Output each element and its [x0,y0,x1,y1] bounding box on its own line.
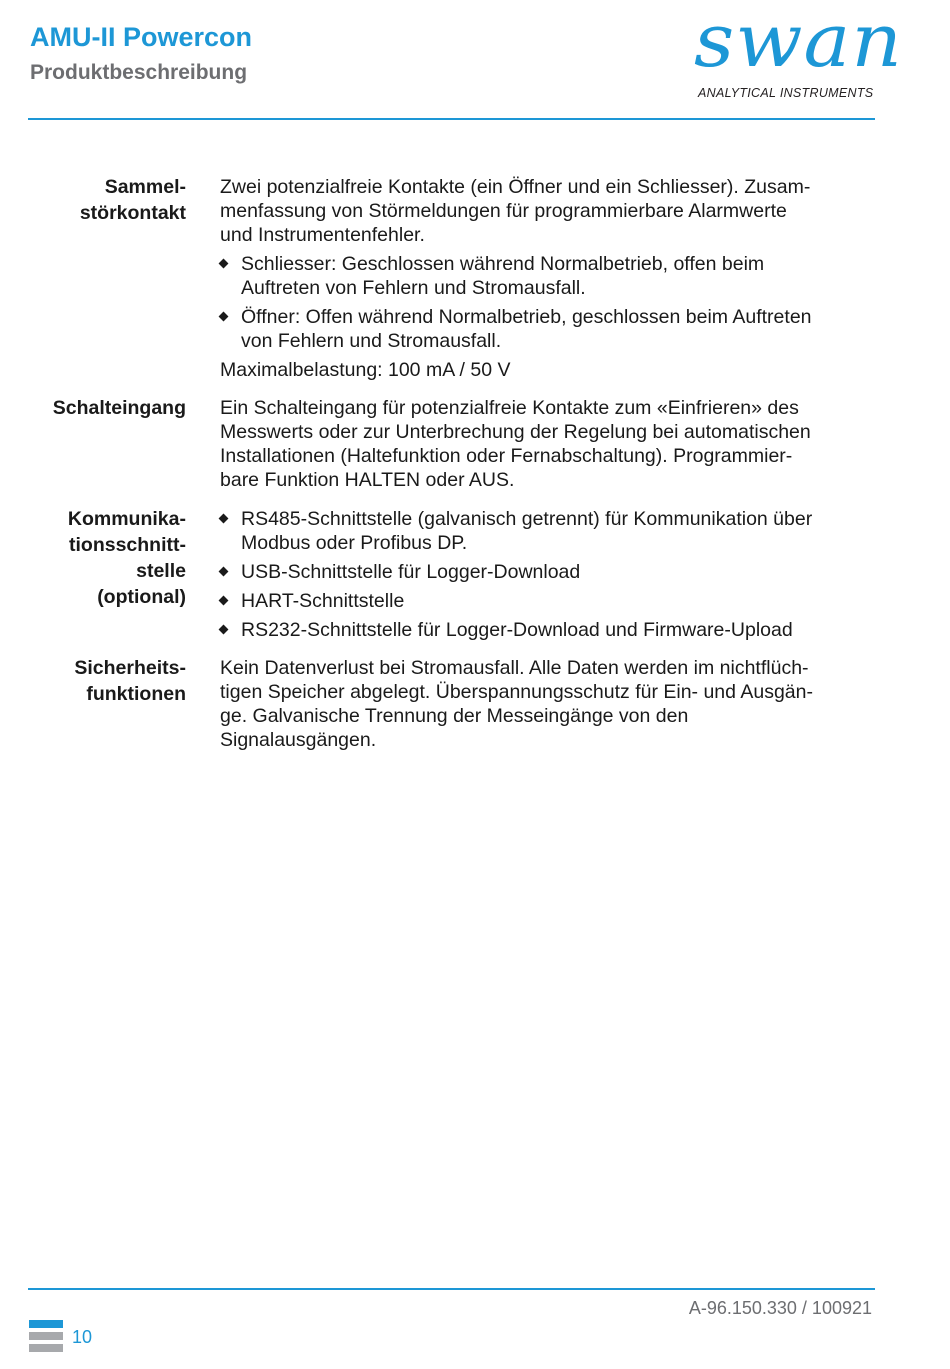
label-sammelstoerkontakt [0,174,186,226]
label-line: (optional) [97,586,186,608]
sammel-intro [220,175,880,247]
document-number: A-96.150.330 / 100921 [688,1298,872,1318]
text-line: tigen Speicher abgelegt. Überspannungsschutz für Ein- und Ausgän- [220,681,813,703]
sicher-text [220,656,880,752]
text-line: Installationen (Haltefunktion oder Fernabschaltung). Programmier- [220,445,793,467]
text-line: Öffner: Offen während Normalbetrieb, geschlossen beim Auftreten [241,306,812,328]
label-line: tionsschnitt- [69,534,186,556]
page-marker-bar [29,1332,63,1340]
label-kommunikationsschnittstelle [0,506,186,610]
text-line: USB-Schnittstelle für Logger-Download [241,561,581,583]
label-line: funktionen [86,683,186,705]
text-line: RS232-Schnittstelle für Logger-Download und Firmware-Upload [241,619,793,641]
bullet-diamond-icon [219,625,229,635]
text-line: Kein Datenverlust bei Stromausfall. Alle Daten werden im nichtflüch- [220,657,809,679]
text-line: und Instrumentenfehler. [220,224,425,246]
label-line: Sammel- [104,176,186,198]
text-line: Signalausgängen. [220,729,377,751]
text-line: ge. Galvanische Trennung der Messeingänge von den [220,705,689,727]
logo-wordmark: swan [694,0,903,84]
text-line: RS485-Schnittstelle (galvanisch getrennt) für Kommunikation über [241,508,813,530]
max-load-text [220,358,880,382]
header-divider [28,118,875,120]
page-marker-bar [29,1344,63,1352]
bullet-diamond-icon [219,514,229,524]
swan-logo [690,0,903,102]
bullet-diamond-icon [219,596,229,606]
text-line: HART-Schnittstelle [241,590,405,612]
bullet-diamond-icon [219,567,229,577]
schalt-text [220,396,880,492]
text-line: Schliesser: Geschlossen während Normalbetrieb, offen beim [241,253,765,275]
label-sicherheitsfunktionen [0,655,186,707]
text-line: Maximalbelastung: 100 mA / 50 V [220,359,511,381]
text-line: menfassung von Störmeldungen für programmierbare Alarmwerte [220,200,787,222]
page-number: 10 [72,1327,93,1347]
document-subtitle: Produktbeschreibung [30,61,248,84]
text-line: von Fehlern und Stromausfall. [241,330,502,352]
label-line: störkontakt [79,202,186,224]
page-marker-bar [29,1320,63,1328]
text-line: Ein Schalteingang für potenzialfreie Kontakte zum «Einfrieren» des [220,397,799,419]
bullet-diamond-icon [219,259,229,269]
label-line: Sicherheits- [74,657,186,679]
text-line: Zwei potenzialfreie Kontakte (ein Öffner und ein Schliesser). Zusam- [220,176,811,198]
document-title: AMU-II Powercon [30,22,253,52]
label-line: stelle [136,560,186,582]
label-schalteingang [0,395,186,421]
footer-divider [28,1288,875,1290]
text-line: bare Funktion HALTEN oder AUS. [220,469,515,491]
logo-tagline: ANALYTICAL INSTRUMENTS [698,86,874,100]
bullet-diamond-icon [219,312,229,322]
page-marker-icon [29,1320,63,1356]
label-line: Schalteingang [52,397,186,419]
text-line: Messwerts oder zur Unterbrechung der Regelung bei automatischen [220,421,811,443]
text-line: Modbus oder Profibus DP. [241,532,468,554]
label-line: Kommunika- [67,508,186,530]
text-line: Auftreten von Fehlern und Stromausfall. [241,277,586,299]
